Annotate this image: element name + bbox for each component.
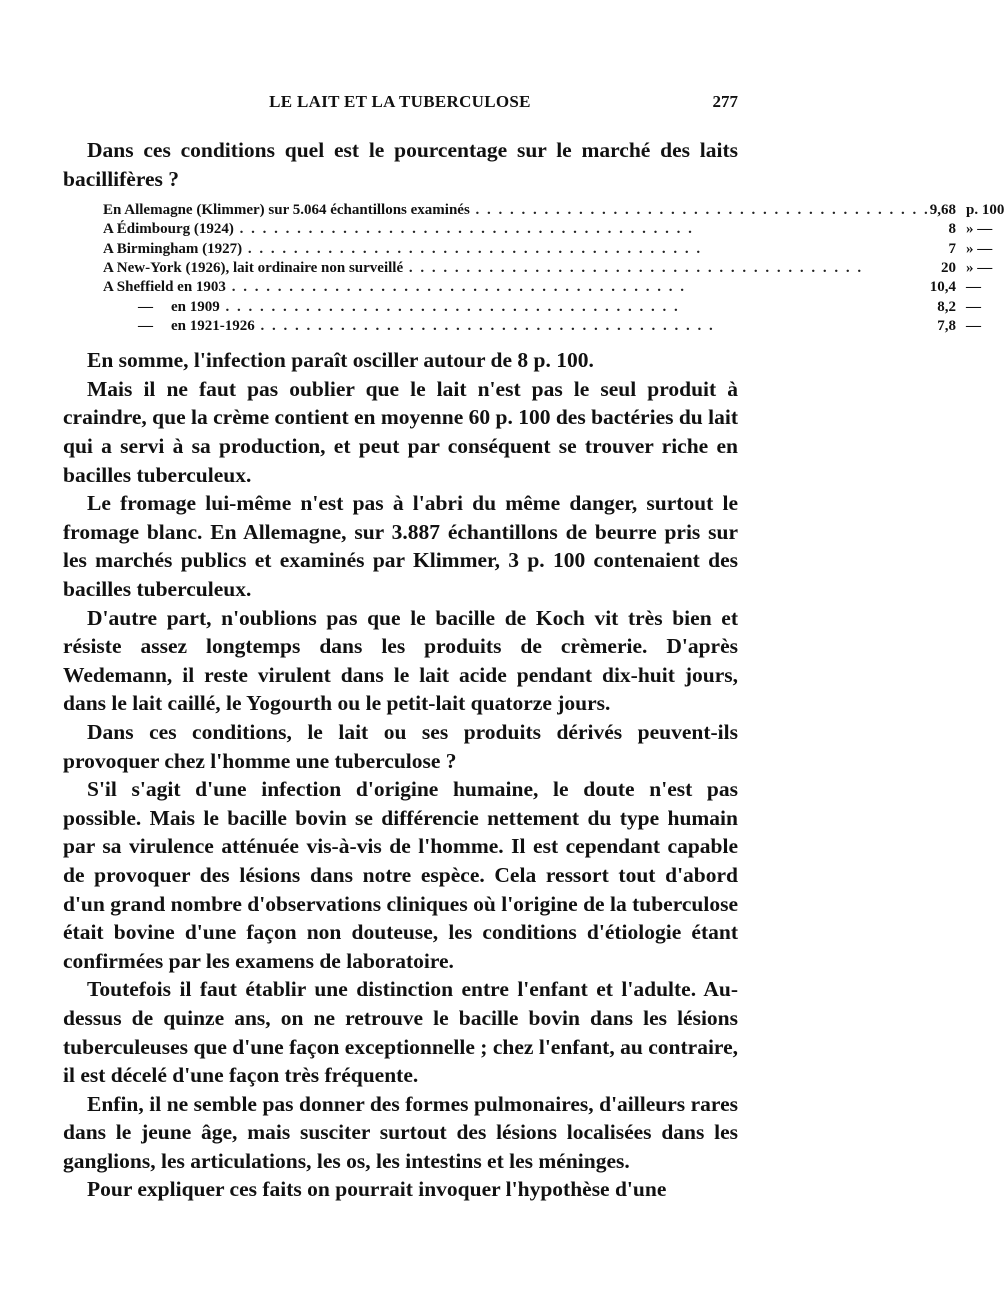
row-label: A Birmingham (1927) xyxy=(103,240,243,257)
row-label: A Sheffield en 1903 xyxy=(103,279,226,296)
dot-leader: . . . . . . . . . . . . . . . . . . . . . . . . . . . . . . . . . . . . . . . . xyxy=(219,298,680,315)
row-value: 9,68 xyxy=(929,202,957,219)
row-unit: » — xyxy=(966,260,993,277)
table-row xyxy=(103,259,1004,278)
row-value: 7,8 xyxy=(937,317,957,334)
row-unit: » — xyxy=(966,240,993,257)
page-body xyxy=(63,136,1004,1204)
row-label-cell xyxy=(103,317,930,336)
table-row xyxy=(103,298,1004,317)
row-unit: p. 100 xyxy=(966,202,1004,219)
running-title: LE LAIT ET LA TUBERCULOSE xyxy=(269,92,531,111)
statistics-table xyxy=(103,201,1004,336)
dot-leader: . . . . . . . . . . . . . . . . . . . . . . . . . . . . . . . . . . . . . . . . xyxy=(403,260,864,277)
row-label-cell xyxy=(103,259,930,278)
intro-paragraph: Dans ces conditions quel est le pourcentage sur le marché des laits bacillifères ? xyxy=(63,138,738,191)
row-label: A Édimbourg (1924) xyxy=(103,221,234,238)
running-head xyxy=(0,92,800,114)
row-unit: — xyxy=(966,317,982,334)
table-row xyxy=(103,220,1004,239)
dot-leader: . . . . . . . . . . . . . . . . . . . . . . . . . . . . . . . . . . . . . . . . xyxy=(225,279,686,296)
table-row xyxy=(103,317,1004,336)
row-unit: » — xyxy=(966,221,993,238)
dot-leader: . . . . . . . . . . . . . . . . . . . . . . . . . . . . . . . . . . . . . . . . xyxy=(233,221,694,238)
row-value: 8,2 xyxy=(937,298,957,315)
body-paragraph: En somme, l'infection paraît osciller autour de 8 p. 100. xyxy=(87,348,594,373)
body-paragraph: D'autre part, n'oublions pas que le bacille de Koch vit très bien et résiste assez longtemps dans les produits de crèmerie. D'après Wedemann, il reste virulent dans le lait acide pendant dix-huit jours, dans le lait caillé, le Yogourth ou le petit-lait quatorze jours. xyxy=(63,605,738,716)
row-label-cell xyxy=(103,220,930,239)
row-unit: — xyxy=(966,279,982,296)
dot-leader: . . . . . . . . . . . . . . . . . . . . . . . . . . . . . . . . . . . . . . . . xyxy=(469,202,930,219)
dot-leader: . . . . . . . . . . . . . . . . . . . . . . . . . . . . . . . . . . . . . . . . xyxy=(242,240,703,257)
dot-leader: . . . . . . . . . . . . . . . . . . . . . . . . . . . . . . . . . . . . . . . . xyxy=(254,317,715,334)
row-label: en 1909 xyxy=(171,298,220,315)
row-value: 10,4 xyxy=(929,279,957,296)
ditto-dash: — xyxy=(138,317,153,334)
row-value: 7 xyxy=(948,240,957,257)
row-label: A New-York (1926), lait ordinaire non surveillé xyxy=(103,260,404,277)
row-label-cell xyxy=(103,298,930,317)
row-label-cell xyxy=(103,240,930,259)
table-row xyxy=(103,201,1004,220)
paragraph-list xyxy=(63,346,738,1204)
ditto-dash: — xyxy=(138,298,153,315)
row-label-cell xyxy=(103,278,930,297)
row-label: En Allemagne (Klimmer) sur 5.064 échantillons examinés xyxy=(103,202,470,219)
page-number: 277 xyxy=(712,92,738,111)
row-unit: — xyxy=(966,298,982,315)
table-row xyxy=(103,240,1004,259)
body-paragraph: Dans ces conditions, le lait ou ses produits dérivés peuvent-ils provoquer chez l'homme une tuberculose ? xyxy=(63,719,738,773)
row-label: en 1921-1926 xyxy=(171,317,255,334)
row-value: 8 xyxy=(948,221,957,238)
body-paragraph: Mais il ne faut pas oublier que le lait n'est pas le seul produit à craindre, que la crème contient en moyenne 60 p. 100 des bactéries du lait qui a servi à sa production, et peut par conséquent se trouver riche en bacilles tuberculeux. xyxy=(63,376,738,487)
table-row xyxy=(103,278,1004,297)
row-value: 20 xyxy=(941,260,957,277)
body-paragraph: Le fromage lui-même n'est pas à l'abri du même danger, surtout le fromage blanc. En Allemagne, sur 3.887 échantillons de beurre pris sur les marchés publics et examinés par Klimmer, 3 p. 100 contenaient des bacilles tuberculeux. xyxy=(63,491,738,602)
body-paragraph: Toutefois il faut établir une distinction entre l'enfant et l'adulte. Au-dessus de quinze ans, on ne retrouve le bacille bovin dans les lésions tuberculeuses que d'une façon exceptionnelle ; chez l'enfant, au contraire, il est décelé d'une façon très fréquente. xyxy=(63,977,738,1088)
body-paragraph: Pour expliquer ces faits on pourrait invoquer l'hypothèse d'une xyxy=(87,1177,667,1202)
body-paragraph: S'il s'agit d'une infection d'origine humaine, le doute n'est pas possible. Mais le bacille bovin se différencie nettement du type humain par sa virulence atténuée vis-à-vis de l'homme. Il est cependant capable de provoquer des lésions dans notre espèce. Cela ressort tout d'abord d'un grand nombre d'observations cliniques où l'origine de la tuberculose était bovine d'une façon non douteuse, les conditions d'étiologie étant confirmées par les examens de laboratoire. xyxy=(63,777,738,973)
row-label-cell xyxy=(103,201,930,220)
body-paragraph: Enfin, il ne semble pas donner des formes pulmonaires, d'ailleurs rares dans le jeune âge, mais susciter surtout des lésions localisées dans les ganglions, les articulations, les os, les intestins et les méninges. xyxy=(63,1091,738,1173)
